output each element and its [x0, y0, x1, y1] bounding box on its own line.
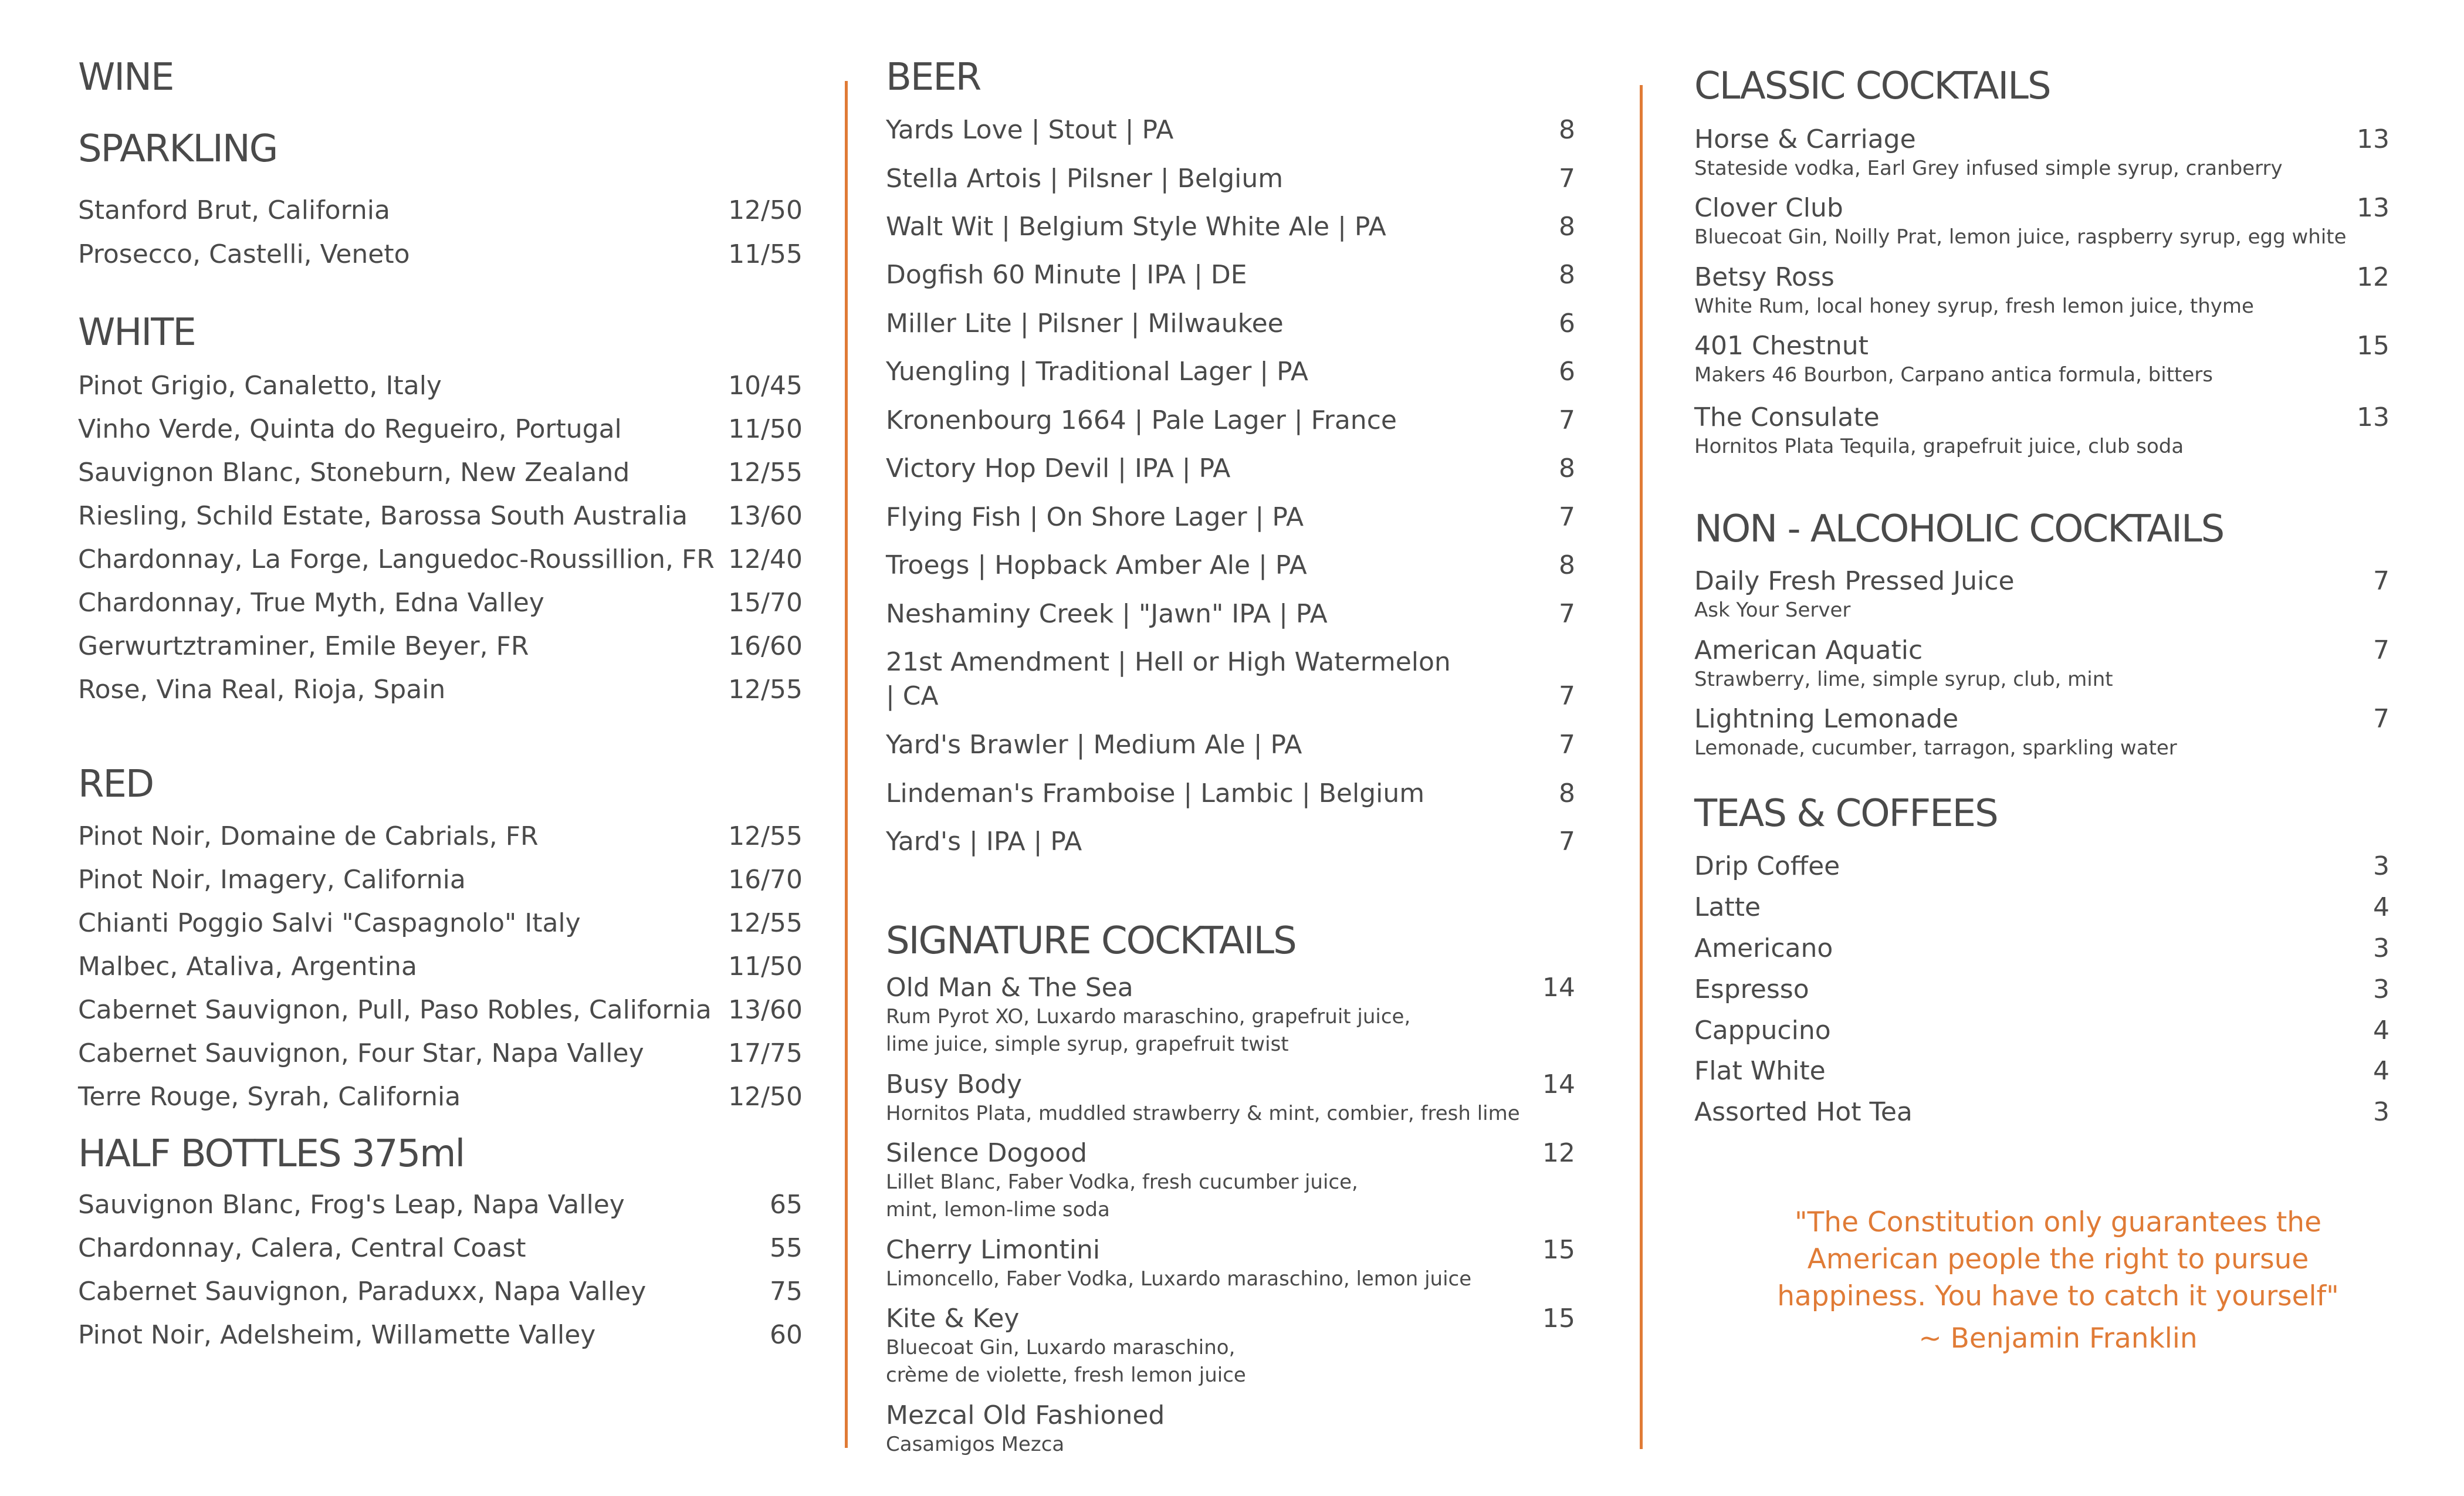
signature-cocktails-heading: SIGNATURE COCKTAILS	[886, 919, 1296, 963]
menu-item	[78, 458, 803, 488]
item-description: Hornitos Plata Tequila, grapefruit juice, club soda	[1694, 435, 2184, 458]
item-price: 7	[1559, 164, 1575, 194]
item-price: 4	[2373, 892, 2389, 922]
item-price: 15	[1542, 1304, 1575, 1333]
menu-item	[78, 675, 803, 705]
franklin-quote: "The Constitution only guarantees the American people the right to pursue happiness. You have to catch it yourself"	[1777, 1206, 2339, 1312]
item-description: Stateside vodka, Earl Grey infused simple syrup, cranberry	[1694, 157, 2283, 180]
menu-item	[886, 260, 1575, 290]
item-price: 7	[1559, 405, 1575, 435]
cocktail-item	[886, 1069, 1575, 1128]
item-name: Malbec, Ataliva, Argentina	[78, 952, 417, 981]
quote-author: ~ Benjamin Franklin	[1918, 1322, 2198, 1355]
item-price: 17/75	[728, 1038, 803, 1068]
item-description: Rum Pyrot XO, Luxardo maraschino, grapefruit juice, lime juice, simple syrup, grapefruit twist	[886, 1005, 1411, 1056]
sparkling-heading: SPARKLING	[78, 127, 277, 171]
item-price: 8	[1559, 212, 1575, 242]
item-name: Neshaminy Creek | "Jawn" IPA | PA	[886, 599, 1328, 629]
menu-item	[78, 239, 803, 270]
menu-item	[886, 599, 1575, 629]
half-bottles-heading: HALF BOTTLES 375ml	[78, 1132, 465, 1176]
item-name: Victory Hop Devil | IPA | PA	[886, 453, 1231, 483]
item-price: 14	[1542, 973, 1575, 1003]
item-price: 8	[1559, 550, 1575, 580]
item-name: 401 Chestnut	[1694, 331, 1869, 361]
item-name: Yard's Brawler | Medium Ale | PA	[886, 730, 1302, 760]
menu-item	[1694, 851, 2389, 882]
item-price: 12/55	[728, 821, 803, 851]
menu-item	[78, 1082, 803, 1112]
menu-item	[1694, 892, 2389, 923]
item-price: 12	[2357, 262, 2389, 292]
item-name: Kite & Key	[886, 1304, 1020, 1333]
item-name: Espresso	[1694, 974, 1809, 1004]
item-name: Dogfish 60 Minute | IPA | DE	[886, 260, 1247, 290]
teas-coffees-heading: TEAS & COFFEES	[1694, 792, 1998, 835]
item-name: Chardonnay, La Forge, Languedoc-Roussillion, FR	[78, 544, 715, 574]
item-price: 3	[2373, 851, 2389, 881]
item-name: Pinot Noir, Adelsheim, Willamette Valley	[78, 1320, 596, 1350]
item-description: Casamigos Mezca	[886, 1433, 1065, 1456]
menu-item	[886, 405, 1575, 436]
item-price: 16/70	[728, 865, 803, 895]
menu-item	[886, 309, 1575, 339]
item-price: 13	[2357, 124, 2389, 154]
menu-item	[78, 952, 803, 982]
item-price: 75	[770, 1277, 803, 1307]
item-name: Riesling, Schild Estate, Barossa South Australia	[78, 501, 688, 531]
menu-item	[886, 730, 1575, 760]
menu-item	[886, 779, 1575, 809]
item-price: 13/60	[728, 995, 803, 1025]
item-name: Betsy Ross	[1694, 262, 1835, 292]
item-price: 15	[1542, 1235, 1575, 1265]
classic-cocktails-heading: CLASSIC COCKTAILS	[1694, 65, 2050, 108]
item-price: 7	[1559, 599, 1575, 629]
item-description: Lillet Blanc, Faber Vodka, fresh cucumber juice, mint, lemon-lime soda	[886, 1170, 1358, 1221]
cocktail-item	[1694, 402, 2389, 461]
item-price: 11/50	[728, 414, 803, 444]
item-name: Lindeman's Framboise | Lambic | Belgium	[886, 779, 1425, 808]
item-name: Cappucino	[1694, 1016, 1831, 1045]
item-price: 13	[2357, 193, 2389, 223]
item-price: 3	[2373, 974, 2389, 1004]
item-name: Chianti Poggio Salvi "Caspagnolo" Italy	[78, 908, 581, 938]
item-name: Pinot Noir, Domaine de Cabrials, FR	[78, 821, 539, 851]
item-price: 7	[2373, 566, 2389, 596]
item-price: 12/50	[728, 1082, 803, 1112]
menu-item	[886, 827, 1575, 857]
white-heading: WHITE	[78, 311, 195, 354]
item-price: 16/60	[728, 631, 803, 661]
menu-item	[78, 1320, 803, 1351]
item-description: Strawberry, lime, simple syrup, club, mint	[1694, 668, 2113, 691]
column-divider-right	[1640, 85, 1643, 1449]
item-description: Limoncello, Faber Vodka, Luxardo maraschino, lemon juice	[886, 1267, 1472, 1291]
item-name: Sauvignon Blanc, Stoneburn, New Zealand	[78, 458, 630, 488]
beer-heading: BEER	[886, 56, 981, 99]
item-name: Cabernet Sauvignon, Paraduxx, Napa Valley	[78, 1277, 647, 1307]
item-description: Makers 46 Bourbon, Carpano antica formula, bitters	[1694, 363, 2213, 387]
menu-item	[1694, 974, 2389, 1005]
item-name: Pinot Noir, Imagery, California	[78, 865, 466, 895]
item-price: 4	[2373, 1056, 2389, 1086]
cocktail-item	[1694, 635, 2389, 693]
item-name: Chardonnay, True Myth, Edna Valley	[78, 588, 544, 618]
menu-item	[78, 821, 803, 852]
item-name: Silence Dogood	[886, 1138, 1088, 1168]
menu-item	[78, 501, 803, 532]
menu-item	[886, 550, 1575, 581]
item-name: Stella Artois | Pilsner | Belgium	[886, 164, 1284, 194]
item-description: Bluecoat Gin, Noilly Prat, lemon juice, raspberry syrup, egg white	[1694, 225, 2347, 249]
wine-heading: WINE	[78, 56, 174, 99]
item-name: Horse & Carriage	[1694, 124, 1916, 154]
item-price: 12/55	[728, 458, 803, 488]
item-price: 8	[1559, 453, 1575, 483]
item-price: 3	[2373, 1097, 2389, 1127]
item-price: 13/60	[728, 501, 803, 531]
item-price: 6	[1559, 357, 1575, 387]
item-price: 3	[2373, 933, 2389, 963]
non-alcoholic-heading: NON - ALCOHOLIC COCKTAILS	[1694, 507, 2224, 551]
menu-item	[78, 544, 803, 575]
item-price: 4	[2373, 1016, 2389, 1045]
menu-item	[886, 357, 1575, 387]
menu-item	[78, 414, 803, 445]
item-name: Troegs | Hopback Amber Ale | PA	[886, 550, 1307, 580]
item-name: Mezcal Old Fashioned	[886, 1400, 1165, 1430]
item-price: 15	[2357, 331, 2389, 361]
cocktail-item	[1694, 566, 2389, 624]
item-name: Flying Fish | On Shore Lager | PA	[886, 502, 1304, 532]
menu-item	[1694, 1056, 2389, 1087]
menu-item	[78, 371, 803, 401]
cocktail-item	[886, 1400, 1575, 1458]
menu-item-continued	[886, 681, 1575, 712]
item-price: 13	[2357, 402, 2389, 432]
item-name: Yuengling | Traditional Lager | PA	[886, 357, 1308, 387]
menu-item	[1694, 933, 2389, 964]
item-price: 12/50	[728, 195, 803, 225]
item-name: Sauvignon Blanc, Frog's Leap, Napa Valley	[78, 1190, 625, 1220]
item-price: 6	[1559, 309, 1575, 339]
item-name: Rose, Vina Real, Rioja, Spain	[78, 675, 446, 705]
item-name: Chardonnay, Calera, Central Coast	[78, 1233, 526, 1263]
item-name: Cabernet Sauvignon, Pull, Paso Robles, California	[78, 995, 712, 1025]
menu-item	[78, 195, 803, 226]
item-price: 11/55	[728, 239, 803, 269]
item-price: 65	[770, 1190, 803, 1220]
item-price: 12	[1542, 1138, 1575, 1168]
item-name: Daily Fresh Pressed Juice	[1694, 566, 2015, 596]
item-price: 7	[1559, 827, 1575, 857]
menu-item	[78, 908, 803, 939]
cocktail-item	[886, 1304, 1575, 1389]
item-name: Drip Coffee	[1694, 851, 1840, 881]
item-name: Terre Rouge, Syrah, California	[78, 1082, 461, 1112]
item-name: Clover Club	[1694, 193, 1843, 223]
menu-item	[886, 212, 1575, 242]
item-price: 60	[770, 1320, 803, 1350]
item-name: Walt Wit | Belgium Style White Ale | PA	[886, 212, 1386, 242]
item-name: Busy Body	[886, 1069, 1023, 1099]
cocktail-item	[1694, 331, 2389, 389]
item-name: Lightning Lemonade	[1694, 704, 1959, 734]
item-price: 7	[1559, 502, 1575, 532]
item-name: Americano	[1694, 933, 1833, 963]
item-name: | CA	[886, 681, 939, 711]
item-price: 10/45	[728, 371, 803, 401]
cocktail-item	[1694, 124, 2389, 182]
menu-item	[78, 1038, 803, 1069]
item-price: 12/40	[728, 544, 803, 574]
item-description: Hornitos Plata, muddled strawberry & mint, combier, fresh lime	[886, 1102, 1520, 1125]
item-price: 11/50	[728, 952, 803, 981]
item-name: 21st Amendment | Hell or High Watermelon	[886, 647, 1451, 677]
item-name: Stanford Brut, California	[78, 195, 390, 225]
menu-item	[78, 631, 803, 662]
menu-item	[886, 164, 1575, 194]
item-name: Old Man & The Sea	[886, 973, 1133, 1003]
item-name: Cherry Limontini	[886, 1235, 1101, 1265]
item-name: Gerwurtztraminer, Emile Beyer, FR	[78, 631, 529, 661]
item-name: Prosecco, Castelli, Veneto	[78, 239, 410, 269]
menu-item	[78, 1277, 803, 1307]
menu-item	[78, 995, 803, 1025]
item-name: Cabernet Sauvignon, Four Star, Napa Valley	[78, 1038, 644, 1068]
item-description: Lemonade, cucumber, tarragon, sparkling water	[1694, 736, 2177, 760]
cocktail-item	[1694, 262, 2389, 320]
item-name: Assorted Hot Tea	[1694, 1097, 1913, 1127]
menu-item	[78, 1233, 803, 1264]
menu-item	[78, 865, 803, 895]
item-price: 12/55	[728, 908, 803, 938]
cocktail-item	[886, 1235, 1575, 1293]
item-name: Pinot Grigio, Canaletto, Italy	[78, 371, 442, 401]
item-name: Yards Love | Stout | PA	[886, 115, 1174, 145]
item-price: 8	[1559, 260, 1575, 290]
item-description: White Rum, local honey syrup, fresh lemon juice, thyme	[1694, 295, 2254, 318]
item-name: Yard's | IPA | PA	[886, 827, 1082, 857]
cocktail-item	[886, 1138, 1575, 1224]
item-name: Latte	[1694, 892, 1761, 922]
item-name: Vinho Verde, Quinta do Regueiro, Portugal	[78, 414, 622, 444]
item-price: 8	[1559, 779, 1575, 808]
menu-item	[1694, 1016, 2389, 1046]
menu-item	[78, 1190, 803, 1220]
menu-item	[886, 115, 1575, 145]
item-price: 7	[1559, 681, 1575, 711]
item-description: Ask Your Server	[1694, 598, 1851, 622]
item-price: 7	[2373, 704, 2389, 734]
menu-item	[78, 588, 803, 618]
item-price: 55	[770, 1233, 803, 1263]
item-price: 8	[1559, 115, 1575, 145]
menu-item	[1694, 1097, 2389, 1128]
item-description: Bluecoat Gin, Luxardo maraschino, crème de violette, fresh lemon juice	[886, 1336, 1246, 1387]
menu-item	[886, 453, 1575, 484]
item-name: American Aquatic	[1694, 635, 1923, 665]
item-price: 7	[1559, 730, 1575, 760]
cocktail-item	[1694, 704, 2389, 762]
item-name: Miller Lite | Pilsner | Milwaukee	[886, 309, 1284, 339]
column-divider-left	[845, 81, 848, 1448]
menu-item	[886, 647, 1575, 678]
item-price: 7	[2373, 635, 2389, 665]
item-price: 12/55	[728, 675, 803, 705]
item-price: 14	[1542, 1069, 1575, 1099]
menu-item	[886, 502, 1575, 533]
item-price: 15/70	[728, 588, 803, 618]
red-heading: RED	[78, 763, 154, 806]
item-name: Kronenbourg 1664 | Pale Lager | France	[886, 405, 1397, 435]
cocktail-item	[886, 973, 1575, 1058]
item-name: Flat White	[1694, 1056, 1826, 1086]
cocktail-item	[1694, 193, 2389, 251]
item-name: The Consulate	[1694, 402, 1880, 432]
